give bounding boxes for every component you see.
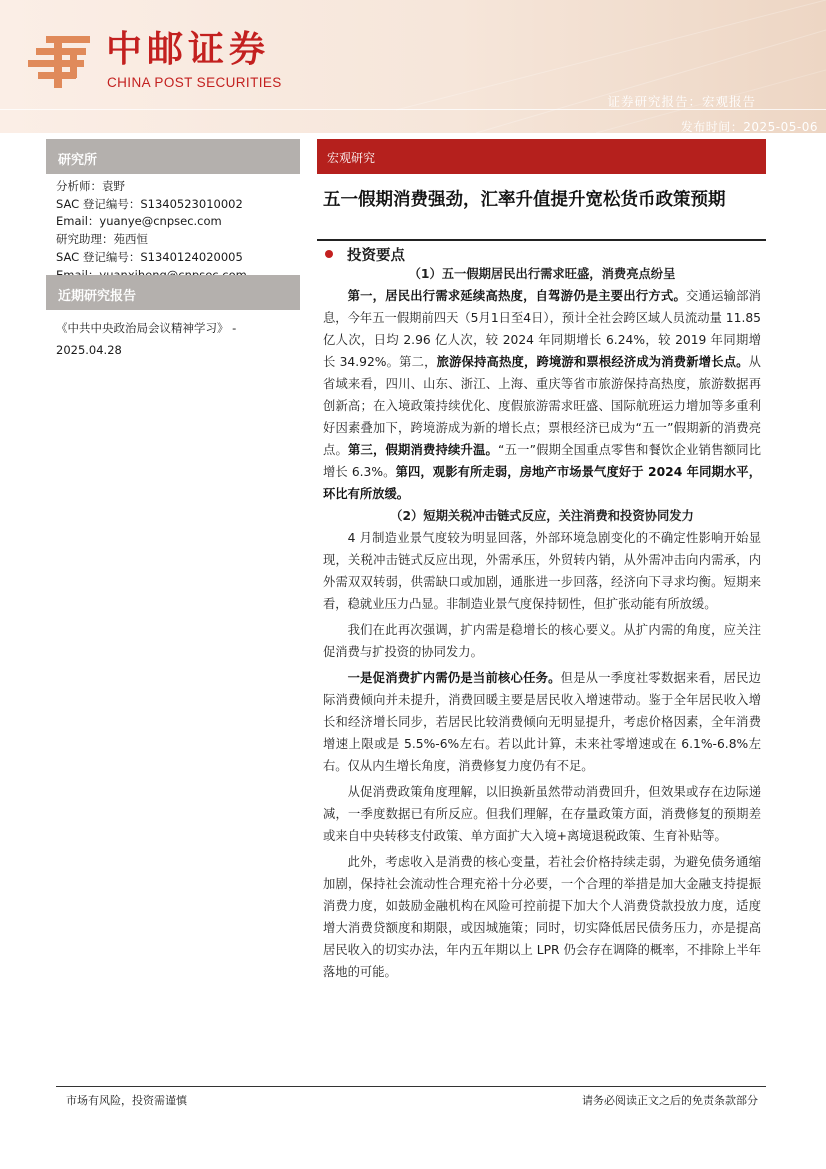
analyst-line: 研究助理：苑西恒 bbox=[56, 232, 148, 247]
report-type: 证券研究报告：宏观报告 bbox=[607, 94, 756, 109]
section-label: 宏观研究 bbox=[317, 139, 766, 174]
analyst-email[interactable]: Email：yuanye@cnpsec.com bbox=[56, 214, 222, 229]
recent-reports-label: 近期研究报告 bbox=[46, 275, 300, 310]
subheading-1: （1）五一假期居民出行需求旺盛，消费亮点纷呈 bbox=[408, 267, 676, 281]
subheading-2: （2）短期关税冲击链式反应，关注消费和投资协同发力 bbox=[390, 509, 694, 523]
paragraph-2: 4 月制造业景气度较为明显回落，外部环境急剧变化的不确定性影响开始显现，关税冲击链式反应出现，外需承压，外贸转内销，从外需冲击向内需承，内外需双双转弱，供需缺口或加剧，通胀进一步回落，经济向下寻求均衡。短期来看，稳就业压力凸显。非制造业景气度保持韧性，但扩张动能有所放缓。 bbox=[323, 531, 761, 611]
risk-warning: 市场有风险，投资需谨慎 bbox=[66, 1094, 187, 1107]
brand-name-cn: 中邮证券 bbox=[106, 29, 271, 70]
analyst-line: SAC 登记编号：S1340124020005 bbox=[56, 249, 243, 264]
recent-report-link[interactable]: 《中共中央政治局会议精神学习》 - bbox=[56, 321, 237, 335]
recent-reports-list bbox=[56, 317, 306, 361]
disclaimer-note: 请务必阅读正文之后的免责条款部分 bbox=[582, 1094, 758, 1107]
china-post-logo-icon bbox=[28, 34, 96, 90]
header-band bbox=[0, 0, 826, 133]
header-decoration bbox=[396, 0, 826, 133]
analyst-info bbox=[56, 178, 306, 284]
report-title: 五一假期消费强劲，汇率升值提升宽松货币政策预期 bbox=[323, 190, 726, 210]
analyst-line: 分析师：袁野 bbox=[56, 179, 125, 193]
footer-divider bbox=[56, 1086, 766, 1087]
header-divider bbox=[0, 109, 826, 110]
paragraph-6: 此外，考虑收入是消费的核心变量，若社会价格持续走弱，为避免债务通缩加剧，保持社会流动性合理充裕十分必要，一个合理的举措是加大金融支持提振消费力度，如鼓励金融机构在风险可控前提下加大个人消费贷款投放力度，适度增大消费贷额度和期限，或因城施策；同时，切实降低居民债务压力，亦是提高居民收入的切实办法，年内五年期以上 LPR 仍会存在调降的概率，不排除上半年落地的可能。 bbox=[323, 855, 761, 979]
bullet-icon bbox=[325, 250, 333, 258]
recent-report-date: 2025.04.28 bbox=[56, 343, 122, 357]
publish-date: 发布时间：2025-05-06 bbox=[680, 120, 818, 134]
brand-name-en: CHINA POST SECURITIES bbox=[107, 75, 282, 90]
institute-label: 研究所 bbox=[46, 139, 300, 174]
paragraph-1: 第一，居民出行需求延续高热度，自驾游仍是主要出行方式。交通运输部消息，今年五一假期前四天（5月1日至4日），预计全社会跨区域人员流动量 11.85 亿人次，日均 2.96 亿人次，较 2024 年同期增长 6.24%，较 2019 年同期增长 34.92%。第二，旅游保持高热度，跨境游和票根经济成为消费新增长点。从省域来看，四川、山东、浙江、上海、重庆等省市旅游保持高热度，旅游数据再创新高；在入境政策持续优化、度假旅游需求旺盛、国际航班运力增加等多重利好因素叠加下，跨境游成为新的增长点；票根经济已成为“五一”假期新的消费亮点。第三，假期消费持续升温。“五一”假期全国重点零售和餐饮企业销售额同比增长 6.3%。第四，观影有所走弱，房地产市场景气度好于 2024 年同期水平，环比有所放缓。 bbox=[323, 289, 761, 501]
paragraph-3: 我们在此再次强调，扩内需是稳增长的核心要义。从扩内需的角度，应关注促消费与扩投资的协同发力。 bbox=[323, 623, 761, 659]
paragraph-5: 从促消费政策角度理解，以旧换新虽然带动消费回升，但效果或存在边际递减，一季度数据已有所反应。但我们理解，在存量政策方面，消费修复的预期差或来自中央转移支付政策、单方面扩大入境+离境退税政策、生育补贴等。 bbox=[323, 785, 761, 843]
key-points-heading: 投资要点 bbox=[325, 244, 405, 265]
analyst-line: SAC 登记编号：S1340523010002 bbox=[56, 196, 243, 211]
report-body bbox=[323, 263, 761, 983]
paragraph-4: 一是促消费扩内需仍是当前核心任务。但是从一季度社零数据来看，居民边际消费倾向并未提升，消费回暖主要是居民收入增速带动。鉴于全年居民收入增长和经济增长同步，若居民比较消费倾向无明显提升，考虑价格因素，全年消费增速上限或是 5.5%-6%左右。若以此计算，未来社零增速或在 6.1%-6.8%左右。仅从内生增长角度，消费修复力度仍有不足。 bbox=[323, 671, 761, 773]
title-divider bbox=[317, 239, 766, 241]
